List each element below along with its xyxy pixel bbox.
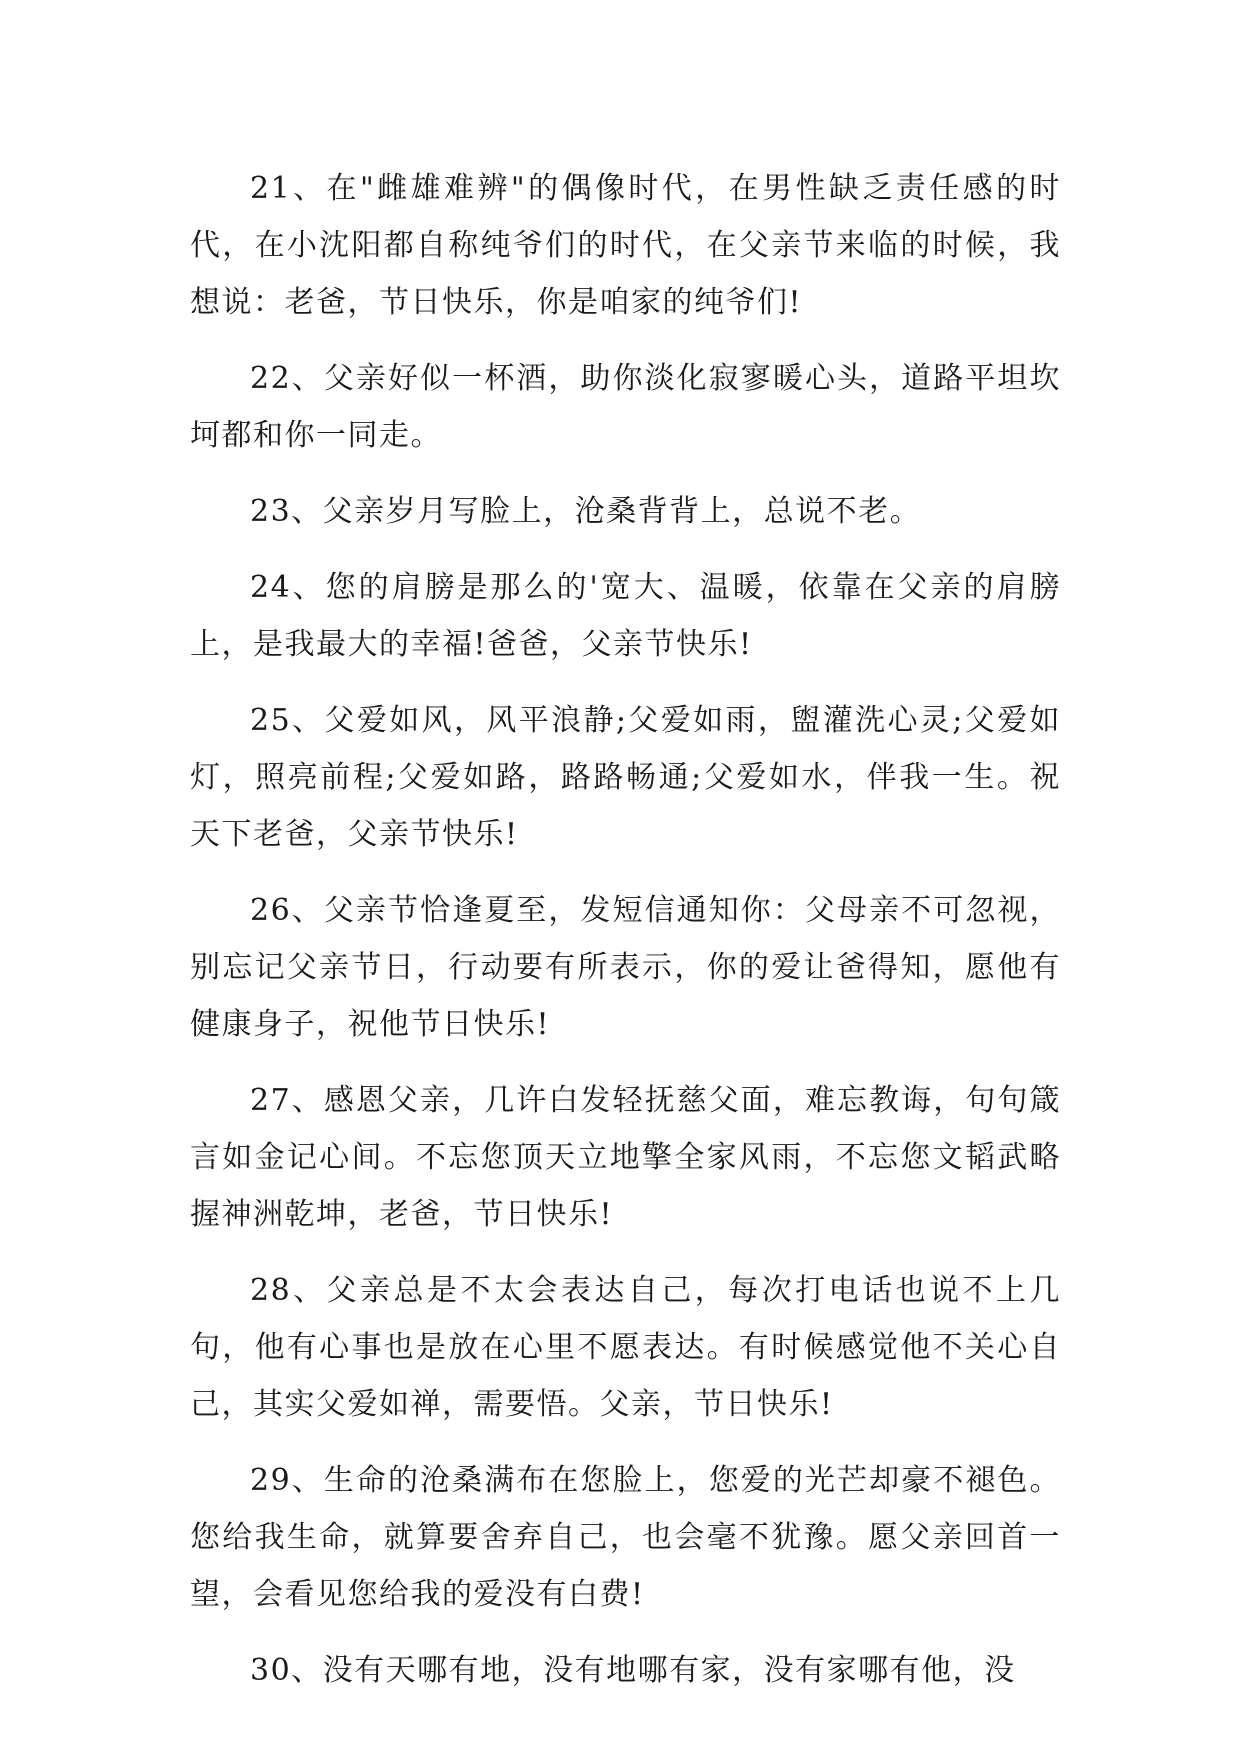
- paragraph-29: 29、生命的沧桑满布在您脸上，您爱的光芒却豪不褪色。您给我生命，就算要舍弃自己，也会毫不犹豫。愿父亲回首一望，会看见您给我的爱没有白费!: [190, 1463, 1061, 1612]
- paragraph-27: 27、感恩父亲，几许白发轻抚慈父面，难忘教诲，句句箴言如金记心间。不忘您顶天立地擎全家风雨，不忘您文韬武略握神洲乾坤，老爸，节日快乐!: [190, 1083, 1061, 1232]
- paragraph-30: 30、没有天哪有地，没有地哪有家，没有家哪有他，没: [250, 1653, 1016, 1688]
- paragraph-21: 21、在"雌雄难辨"的偶像时代，在男性缺乏责任感的时代，在小沈阳都自称纯爷们的时代，在父亲节来临的时候，我想说：老爸，节日快乐，你是咱家的纯爷们!: [190, 171, 1061, 320]
- paragraph-24: 24、您的肩膀是那么的'宽大、温暖，依靠在父亲的肩膀上，是我最大的幸福!爸爸，父亲节快乐!: [190, 570, 1061, 662]
- paragraph-28: 28、父亲总是不太会表达自己，每次打电话也说不上几句，他有心事也是放在心里不愿表达。有时候感觉他不关心自己，其实父爱如禅，需要悟。父亲，节日快乐!: [190, 1273, 1061, 1422]
- paragraph-25: 25、父爱如风，风平浪静;父爱如雨，盥灌洗心灵;父爱如灯，照亮前程;父爱如路，路路畅通;父爱如水，伴我一生。祝天下老爸，父亲节快乐!: [190, 703, 1061, 852]
- paragraph-22: 22、父亲好似一杯酒，助你淡化寂寥暖心头，道路平坦坎坷都和你一同走。: [190, 361, 1061, 453]
- paragraph-26: 26、父亲节恰逢夏至，发短信通知你：父母亲不可忽视，别忘记父亲节日，行动要有所表示，你的爱让爸得知，愿他有健康身子，祝他节日快乐!: [190, 893, 1061, 1042]
- paragraph-23: 23、父亲岁月写脸上，沧桑背背上，总说不老。: [250, 494, 922, 529]
